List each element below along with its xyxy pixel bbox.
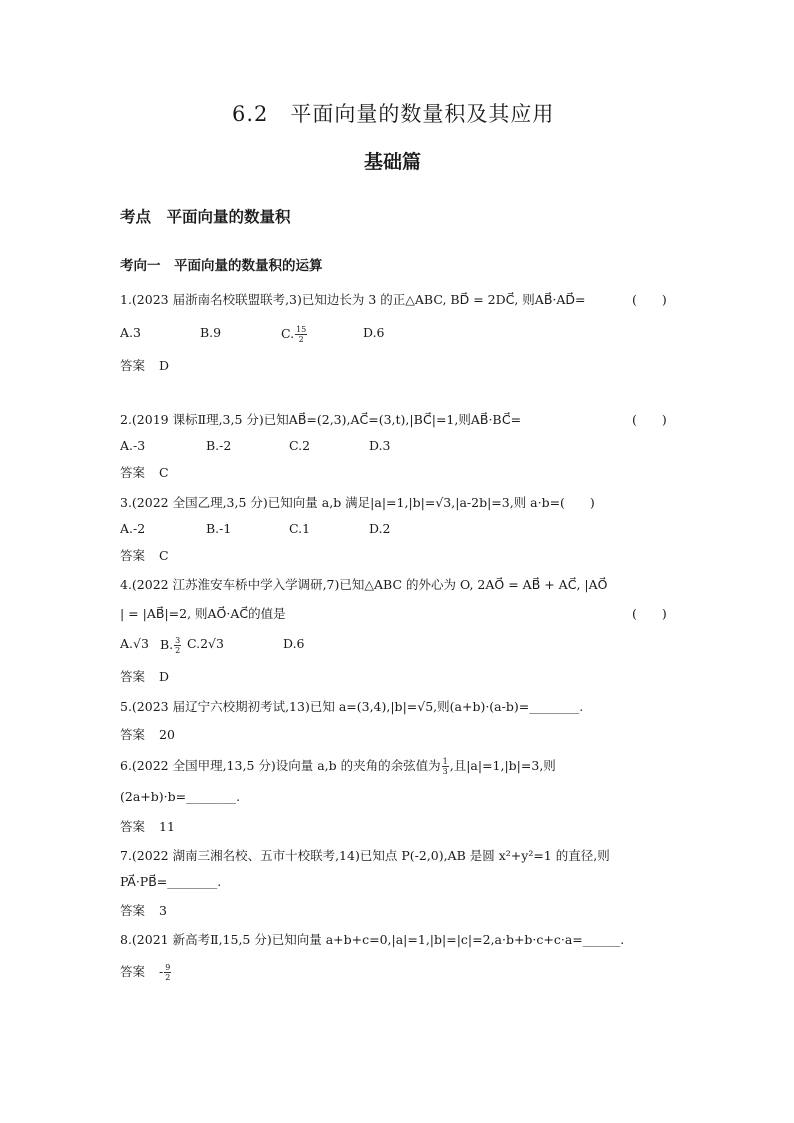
- question-6-fraction: [442, 757, 449, 776]
- answer-label: 答案: [120, 465, 146, 480]
- answer-value: D: [159, 358, 170, 373]
- question-5-answer: [120, 725, 175, 743]
- question-1-option-c-fraction: [295, 325, 307, 344]
- fraction-denominator: 2: [165, 973, 171, 982]
- question-2-option-a: A.-3: [120, 438, 146, 453]
- question-1-option-c: [281, 325, 308, 344]
- question-2-option-d: D.3: [369, 438, 391, 453]
- answer-sign: -: [159, 964, 164, 979]
- answer-value: 11: [159, 819, 175, 834]
- question-4-answer: [120, 667, 169, 685]
- fraction-denominator: 2: [298, 335, 304, 344]
- answer-label: 答案: [120, 548, 146, 563]
- question-7-line-1: 7.(2022 湖南三湘名校、五市十校联考,14)已知点 P(-2,0),AB 是圆 x²+y²=1 的直径,则: [120, 848, 610, 863]
- fraction-numerator: 1: [442, 757, 448, 766]
- question-4-option-b: [160, 636, 182, 655]
- question-6-line-1-end: ,且|a|=1,|b|=3,则: [449, 758, 556, 773]
- question-4-line-1: 4.(2022 江苏淮安车桥中学入学调研,7)已知△ABC 的外心为 O, 2AO⃗ = AB⃗ + AC⃗, |AO⃗: [120, 577, 608, 592]
- question-3-option-d: D.2: [369, 521, 391, 536]
- question-4-paren: ( ): [632, 606, 667, 621]
- answer-label: 答案: [120, 669, 146, 684]
- fraction-numerator: 9: [165, 963, 171, 972]
- question-3-option-c: C.1: [289, 521, 311, 536]
- answer-fraction: [164, 963, 171, 982]
- fraction-denominator: 2: [175, 646, 181, 655]
- question-3-text: 3.(2022 全国乙理,3,5 分)已知向量 a,b 满足|a|=1,|b|=√3,|a-2b|=3,则 a·b=( ): [120, 495, 595, 510]
- question-6-line-1-start: 6.(2022 全国甲理,13,5 分)设向量 a,b 的夹角的余弦值为: [120, 758, 441, 773]
- question-4-option-b-label: B.: [160, 637, 174, 652]
- answer-value: D: [159, 669, 170, 684]
- question-1-text: 1.(2023 届浙南名校联盟联考,3)已知边长为 3 的正△ABC, BD⃗ = 2DC⃗, 则AB⃗·AD⃗=: [120, 292, 586, 307]
- question-6-line-1: [120, 756, 556, 776]
- question-5-text: 5.(2023 届辽宁六校期初考试,13)已知 a=(3,4),|b|=√5,则(a+b)·(a-b)=________.: [120, 699, 584, 714]
- fraction-numerator: 3: [175, 636, 181, 645]
- question-1-answer: [120, 356, 169, 374]
- answer-value: C: [159, 548, 169, 563]
- question-7-answer: [120, 901, 167, 919]
- question-1-option-a: A.3: [120, 325, 141, 340]
- question-2-paren: ( ): [632, 412, 667, 427]
- question-3-option-b: B.-1: [206, 521, 232, 536]
- question-8-answer: [120, 962, 172, 982]
- question-1-paren: ( ): [632, 292, 667, 307]
- question-7-line-2: PA⃗·PB⃗=________.: [120, 874, 222, 889]
- question-6-answer: [120, 817, 175, 835]
- answer-label: 答案: [120, 964, 146, 979]
- subsection-heading: 考向一 平面向量的数量积的运算: [120, 258, 323, 274]
- question-4-option-a: A.√3: [120, 636, 149, 651]
- page-title: 6.2 平面向量的数量积及其应用: [232, 102, 555, 126]
- answer-label: 答案: [120, 819, 146, 834]
- section-heading: 考点 平面向量的数量积: [120, 208, 291, 226]
- question-1-option-b: B.9: [200, 325, 222, 340]
- question-6-line-2: (2a+b)·b=________.: [120, 789, 241, 804]
- question-4-option-b-fraction: [174, 636, 181, 655]
- question-2-text: 2.(2019 课标Ⅱ理,3,5 分)已知AB⃗=(2,3),AC⃗=(3,t),|BC⃗|=1,则AB⃗·BC⃗=: [120, 412, 522, 427]
- question-4-option-d: D.6: [283, 636, 305, 651]
- answer-label: 答案: [120, 727, 146, 742]
- answer-value: 3: [159, 903, 167, 918]
- question-1-option-c-label: C.: [281, 326, 295, 341]
- answer-label: 答案: [120, 358, 146, 373]
- answer-value: 20: [159, 727, 175, 742]
- page-subtitle: 基础篇: [364, 151, 422, 173]
- fraction-numerator: 15: [296, 325, 307, 334]
- question-4-option-c: C.2√3: [187, 636, 224, 651]
- fraction-denominator: 3: [442, 767, 448, 776]
- answer-label: 答案: [120, 903, 146, 918]
- question-3-option-a: A.-2: [120, 521, 146, 536]
- question-2-option-b: B.-2: [206, 438, 232, 453]
- question-3-answer: [120, 546, 169, 564]
- question-1-option-d: D.6: [363, 325, 385, 340]
- question-4-line-2: | = |AB⃗|=2, 则AO⃗·AC⃗的值是: [120, 606, 286, 621]
- question-8-text: 8.(2021 新高考Ⅱ,15,5 分)已知向量 a+b+c=0,|a|=1,|b|=|c|=2,a·b+b·c+c·a=______.: [120, 932, 625, 947]
- answer-value: C: [159, 465, 169, 480]
- question-2-answer: [120, 463, 169, 481]
- question-2-option-c: C.2: [289, 438, 311, 453]
